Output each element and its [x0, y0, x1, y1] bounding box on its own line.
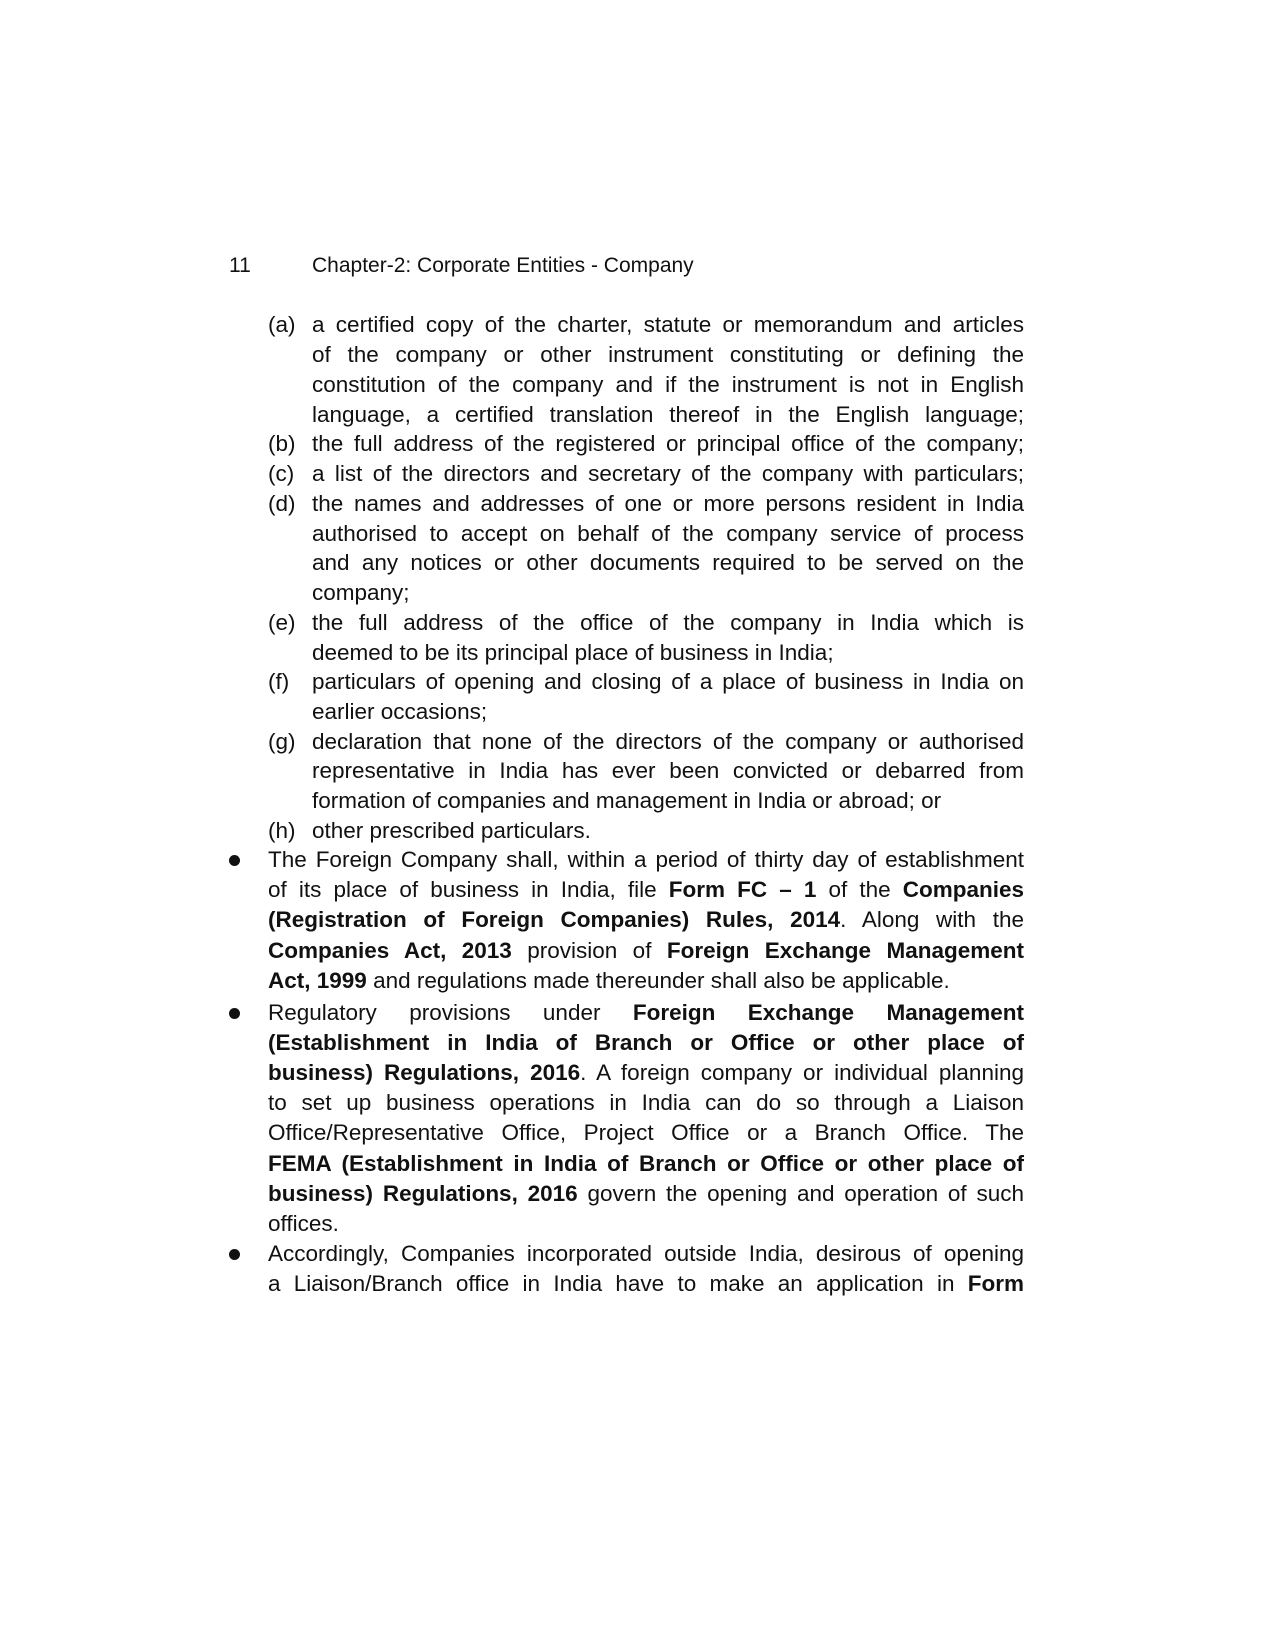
text-run: of its place of business in India, file	[268, 877, 669, 902]
bold-act-1999: Act, 1999	[268, 968, 367, 993]
item-a-line-3: constitution of the company and if the instrument is not in English	[312, 372, 1024, 397]
page-number: 11	[229, 254, 251, 277]
item-e-line-2: deemed to be its principal place of business in India;	[312, 640, 834, 665]
bullet-2-line-8: offices.	[268, 1211, 339, 1236]
item-b-line-1: the full address of the registered or principal office of the company;	[312, 431, 1024, 456]
text-run: and regulations made thereunder shall also be applicable.	[366, 968, 950, 993]
text-run: of the	[816, 877, 903, 902]
text-run: . Along with the	[840, 907, 1024, 932]
bullet-2-line-7	[268, 1179, 1024, 1209]
bullet-1-line-3	[268, 905, 1024, 935]
bold-form-fc1: Form FC – 1	[668, 877, 817, 902]
bold-fema: Foreign Exchange Management	[632, 1000, 1024, 1025]
bullet-2-line-4: to set up business operations in India can do so through a Liaison	[268, 1090, 1024, 1115]
bold-fema: Foreign Exchange Management	[666, 938, 1024, 963]
item-a-line-4: language, a certified translation thereof in the English language;	[312, 402, 1024, 427]
bold-companies: Companies	[902, 877, 1025, 902]
item-g-line-1: declaration that none of the directors of the company or authorised	[312, 729, 1024, 754]
bullet-1-line-4	[268, 936, 1024, 966]
bullet-2-line-2: (Establishment in India of Branch or Office or other place of	[268, 1030, 1024, 1055]
text-run: provision of	[511, 938, 667, 963]
item-f-line-1: particulars of opening and closing of a place of business in India on	[312, 669, 1024, 694]
bold-regulations-2016: business) Regulations, 2016	[268, 1181, 578, 1206]
bullet-icon	[229, 855, 240, 866]
bullet-2-line-3	[268, 1058, 1024, 1088]
bullet-1-line-2	[268, 875, 1024, 905]
bullet-1-line-1: The Foreign Company shall, within a period of thirty day of establishment	[268, 847, 1024, 872]
bullet-2-line-5: Office/Representative Office, Project Office or a Branch Office. The	[268, 1120, 1024, 1145]
item-label-d: (d)	[268, 491, 296, 516]
item-g-line-3: formation of companies and management in India or abroad; or	[312, 788, 942, 813]
item-c-line-1: a list of the directors and secretary of the company with particulars;	[312, 461, 1024, 486]
item-d-line-1: the names and addresses of one or more persons resident in India	[312, 491, 1024, 516]
bullet-icon	[229, 1249, 240, 1260]
item-e-line-1: the full address of the office of the company in India which is	[312, 610, 1024, 635]
bullet-3-line-1: Accordingly, Companies incorporated outside India, desirous of opening	[268, 1241, 1024, 1266]
item-label-f: (f)	[268, 669, 290, 694]
bullet-2-line-1	[268, 998, 1024, 1028]
text-run: Regulatory provisions under	[268, 1000, 633, 1025]
bullet-3-line-2	[268, 1269, 1024, 1299]
item-a-line-2: of the company or other instrument constituting or defining the	[312, 342, 1024, 367]
item-d-line-3: and any notices or other documents required to be served on the	[312, 550, 1024, 575]
item-d-line-4: company;	[312, 580, 410, 605]
item-label-h: (h)	[268, 818, 296, 843]
text-run: . A foreign company or individual planning	[580, 1060, 1024, 1085]
item-a-line-1: a certified copy of the charter, statute or memorandum and articles	[312, 312, 1024, 337]
item-label-a: (a)	[268, 312, 296, 337]
item-d-line-2: authorised to accept on behalf of the company service of process	[312, 521, 1024, 546]
bullet-icon	[229, 1008, 240, 1019]
item-h-line-1: other prescribed particulars.	[312, 818, 591, 843]
text-run: a Liaison/Branch office in India have to make an application in	[268, 1271, 968, 1296]
bold-regulations-2016: business) Regulations, 2016	[268, 1060, 581, 1085]
item-label-c: (c)	[268, 461, 295, 486]
item-g-line-2: representative in India has ever been convicted or debarred from	[312, 758, 1024, 783]
item-label-b: (b)	[268, 431, 296, 456]
bullet-1-line-5	[268, 966, 950, 996]
item-f-line-2: earlier occasions;	[312, 699, 488, 724]
bold-companies-act: Companies Act, 2013	[268, 938, 512, 963]
chapter-title: Chapter-2: Corporate Entities - Company	[312, 254, 694, 277]
bold-rules-2014: (Registration of Foreign Companies) Rules, 2014	[268, 907, 841, 932]
bold-form: Form	[967, 1271, 1024, 1296]
item-label-e: (e)	[268, 610, 296, 635]
text-run: govern the opening and operation of such	[577, 1181, 1024, 1206]
bullet-2-line-6: FEMA (Establishment in India of Branch or Office or other place of	[268, 1151, 1024, 1176]
item-label-g: (g)	[268, 729, 296, 754]
